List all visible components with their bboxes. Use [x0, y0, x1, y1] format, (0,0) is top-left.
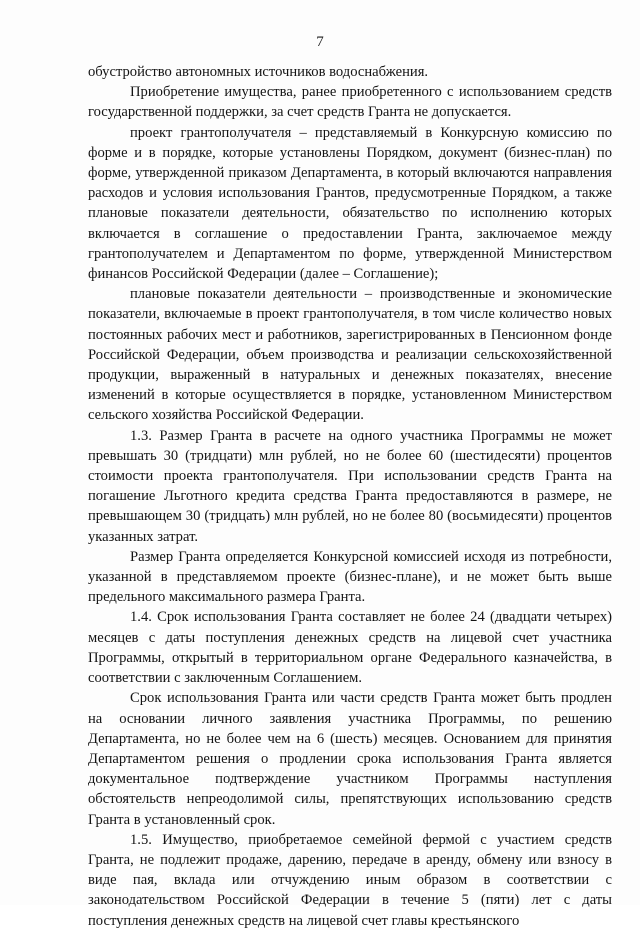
paragraph-grant-size-determination: Размер Гранта определяется Конкурсной комиссией исходя из потребности, указанной в представляемом проекте (бизнес-плане), и не может быть выше предельного максимального размера Гранта.: [88, 548, 612, 606]
paragraph-water-supply: обустройство автономных источников водоснабжения.: [88, 64, 429, 80]
paragraph-property-restriction: Приобретение имущества, ранее приобретенного с использованием средств государственной поддержки, за счет средств Гранта не допускается.: [88, 84, 612, 121]
document-body: [88, 62, 612, 931]
paragraph-planned-indicators: плановые показатели деятельности – производственные и экономические показатели, включаемые в проект грантополучателя, в том числе количество новых постоянных рабочих мест и работников, зарегистрированных в Пенсионном фонде Российской Федерации, объем производства и реализации сельскохозяйственной продукции, выраженный в натуральных и денежных показателях, внесение изменений в которые осуществляется в порядке, установленном Министерством сельского хозяйства Российской Федерации.: [88, 286, 612, 424]
page-number: 7: [316, 34, 324, 50]
paragraph-project-definition: проект грантополучателя – представляемый в Конкурсную комиссию по форме и в порядке, которые установлены Порядком, документ (бизнес-план) по форме, утвержденной приказом Департамента, в который включаются направления расходов и условия использования Грантов, предусмотренные Порядком, а также плановые показатели деятельности, обязательство по исполнению которых включается в соглашение о предоставлении Гранта, заключаемое между грантополучателем и Департаментом по форме, утвержденной Министерством финансов Российской Федерации (далее – Соглашение);: [88, 124, 612, 283]
paragraph-term-extension: Срок использования Гранта или части средств Гранта может быть продлен на основании личного заявления участника Программы, по решению Департамента, но не более чем на 6 (шесть) месяцев. Основанием для принятия Департаментом решения о продлении срока использования Гранта является документальное подтверждение участником Программы наступления обстоятельств непреодолимой силы, препятствующих использованию средств Гранта в установленный срок.: [88, 690, 612, 828]
paragraph-1-3-grant-size: 1.3. Размер Гранта в расчете на одного участника Программы не может превышать 30 (тридцати) млн рублей, но не более 60 (шестидесяти) процентов стоимости проекта грантополучателя. При использовании средств Гранта на погашение Льготного кредита средства Гранта предоставляются в размере, не превышающем 30 (тридцать) млн рублей, но не более 80 (восьмидесяти) процентов указанных затрат.: [88, 427, 612, 545]
paragraph-1-4-grant-term: 1.4. Срок использования Гранта составляет не более 24 (двадцати четырех) месяцев с даты поступления денежных средств на лицевой счет участника Программы, открытый в территориальном органе Федерального казначейства, в соответствии с заключенным Соглашением.: [88, 609, 612, 687]
paragraph-1-5-property-alienation: 1.5. Имущество, приобретаемое семейной фермой с участием средств Гранта, не подлежит продаже, дарению, передаче в аренду, обмену или взносу в виде пая, вклада или отчуждению иным образом в соответствии с законодательством Российской Федерации в течение 5 (пяти) лет с даты поступления денежных средств на лицевой счет главы крестьянского: [88, 831, 612, 929]
